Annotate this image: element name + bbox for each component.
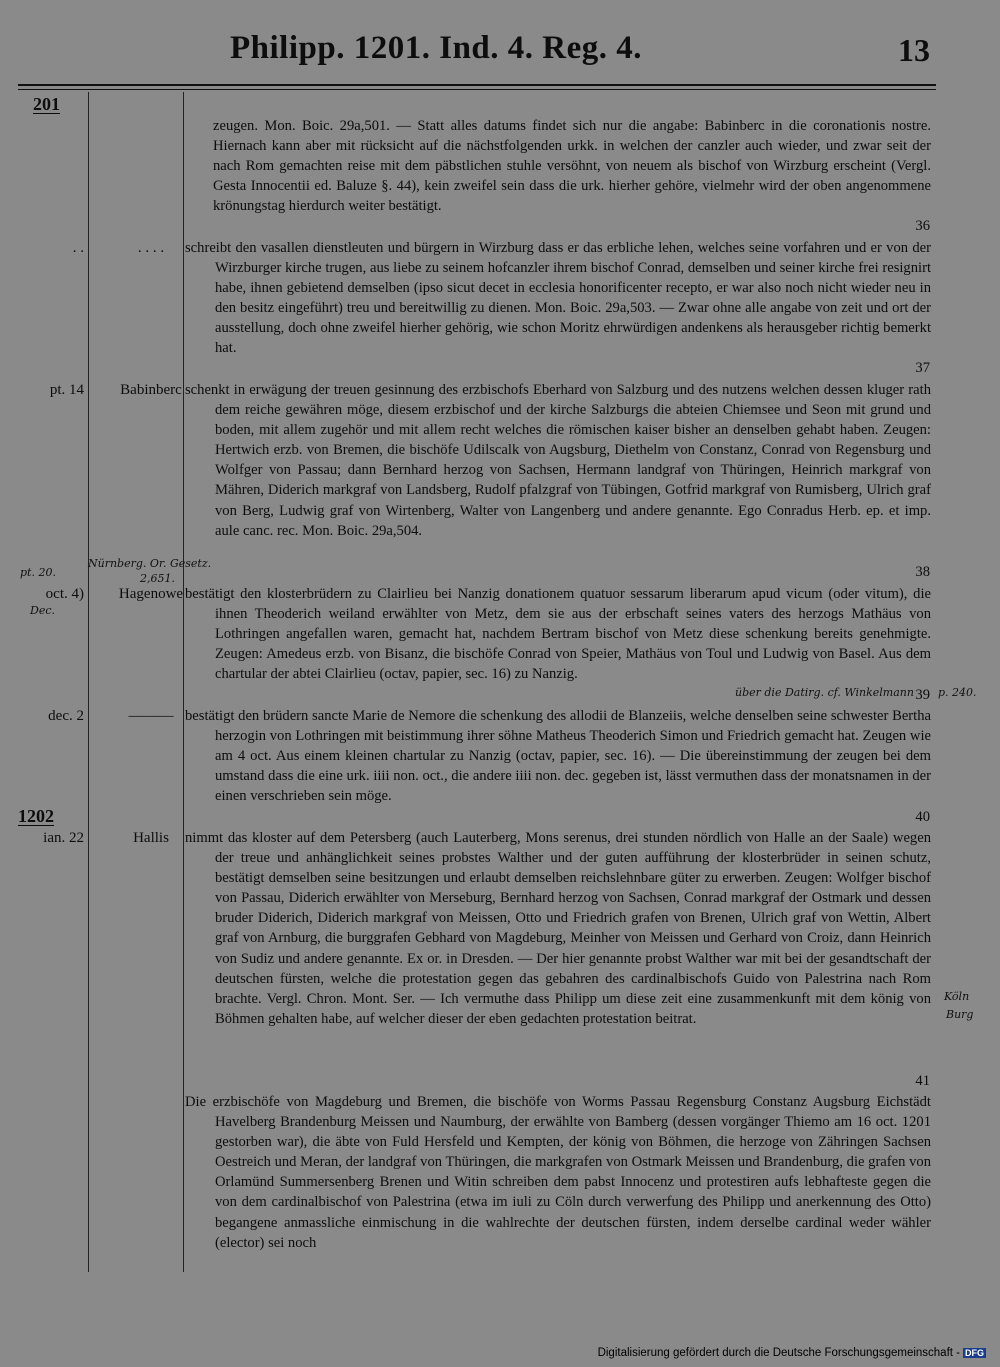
entry-date: oct. 4) — [45, 586, 84, 602]
entry-number: 36 — [915, 218, 930, 234]
digitization-credit — [598, 1347, 986, 1359]
page-number: 13 — [898, 32, 930, 68]
regest-entry — [18, 706, 938, 828]
entry-text: schreibt den vasallen dienstleuten und bürgern in Wirzburg dass er das erbliche lehen, welches seine vorfahren und er von der Wirzburger kirche trugen, aus liebe zu seinem hofcanzler ihrem bischof Conrad, demselben und seiner kirche frei resignirt habe, ihnen gebietend demselben (ipso sicut decet in ecclesia honorificenter recepto, er war also noch nicht wieder neu in den besitz eingeführt) treu und bereitwillig zu dienen. Mon. Boic. 29a,503. — Zwar ohne alle angabe von zeit und ort der ausstellung, doch ohne zweifel hierher gehörig, wie schon Moritz ehrwürdigen andenkens als herausgeber richtig bemerkt hat. — [185, 240, 931, 357]
year-marker-1202: 1202 — [18, 806, 54, 826]
page-header-title: Philipp. 1201. Ind. 4. Reg. 4. — [230, 30, 642, 66]
entry-place: Hagenowe — [118, 586, 184, 602]
dfg-logo-icon: DFG — [965, 1347, 984, 1358]
handwritten-margin-place: Nürnberg. Or. Gesetz. — [88, 557, 212, 570]
entry-text: Die erzbischöfe von Magdeburg und Bremen, die bischöfe von Worms Passau Regensburg Constanz Augsburg Eichstädt Havelberg Brandenburg Meissen und Naumburg, der erwählte von Bamberg (dessen vorgänger Thiemo am 16 oct. 1201 gestorben war), die äbte von Fuld Hersfeld und Kempten, der könig von Böhmen, die herzoge von Zähringen Sachsen Oestreich und Meran, der landgraf von Thüringen, die markgrafen von Ostmark Meissen und Brandenburg, die grafen von Orlamünd Summersenberg Brenen und Witin schreiben dem pabst Innocenz und protestiren aufs lebhafteste gegen die von dem cardinalbischof von Palestrina (etwa im iuli zu Cöln durch verwerfung des Philipp und anerkennung des Otto) begangene anmassliche einmischung in die wahlrechte der deutschen fürsten, indem derselbe cardinal weder wähler (elector) sei noch — [185, 1094, 931, 1251]
handwritten-note-41-b: Burg — [946, 1008, 974, 1021]
regest-entry — [18, 116, 938, 238]
handwritten-note-39-right: p. 240. — [938, 686, 977, 699]
entry-place: ——— — [128, 708, 174, 724]
year-marker-1201: 201 — [33, 94, 60, 114]
entry-date: . . — [72, 240, 84, 256]
entry-text: schenkt in erwägung der treuen gesinnung des erzbischofs Eberhard von Salzburg und des nutzens welchen dessen kluger rath dem reiche gewähren möge, diesem erzbischof und der kirche Salzburgs die abteien Chiemsee und Seon mit grund und boden, mit allem zugehör und mit allem recht welches die römischen kaiser bisher an denselben gehabt haben. Zeugen: Hertwich erzb. von Bremen, die bischöfe Udilscalk von Augsburg, Diethelm von Constanz, Conrad von Regensburg und Wolfger von Passau; dann Bernhard herzog von Sachsen, Hermann landgraf von Thüringen, Heinrich markgraf von Mähren, Diderich markgraf von Landsberg, Rudolf pfalzgraf von Tübingen, Gotfrid markgraf von Rumisberg, Ulrich graf von Berg, Ludwig graf von Wirtenberg, Walter von Langenberg und andere genannte. Ego Conradus Herb. ep. et imp. aule canc. rec. Mon. Boic. 29a,504. — [185, 382, 931, 539]
handwritten-margin-sub: 2,651. — [140, 572, 175, 585]
entry-date: dec. 2 — [48, 708, 84, 724]
header-rule — [18, 84, 936, 86]
handwritten-margin-dec: Dec. — [30, 604, 55, 617]
footer-text: Digitalisierung gefördert durch die Deutsche Forschungsgemeinschaft - — [597, 1347, 960, 1359]
header-rule-thin — [18, 89, 936, 90]
entry-text: bestätigt den klosterbrüdern zu Clairlieu bei Nanzig donationem quatuor sessarum liberarum apud vicum (oder vitum), die ihnen Theoderich weiland erwählter von Metz, dem sie aus der erbschaft seines vaters des herzogs Mathäus von Lothringen angefallen waren, gemacht hat, nachdem Bertram bischof von Metz diese schenkung bereits genehmigte. Zeugen: Amedeus erzb. von Bisanz, die bischöfe Conrad von Speier, Mathäus von Toul und Ludwig von Basel. Aus dem chartular der abtei Clairlieu (octav, papier, sec. 16) zu Nanzig. — [185, 586, 931, 683]
regest-entry — [18, 380, 938, 582]
entry-number: 41 — [915, 1073, 930, 1089]
entry-place: . . . . — [137, 240, 165, 256]
entry-date: ian. 22 — [43, 830, 84, 846]
regest-entry — [18, 828, 938, 1092]
entry-number: 40 — [915, 809, 930, 825]
entry-number: 38 — [915, 564, 930, 580]
entry-number: 37 — [915, 360, 930, 376]
handwritten-note-39: über die Datirg. cf. Winkelmann — [735, 686, 914, 699]
entry-text: nimmt das kloster auf dem Petersberg (auch Lauterberg, Mons serenus, drei stunden nördlich von Halle an der Saale) wegen der treue und anhänglichkeit seines probstes Walther und der guten aufführung der klosterbrüder in seinen schutz, bestätigt demselben seine besitzungen und erlaubt demselben reichslehnbare güter zu erwerben. Zeugen: Wolfger bischof von Passau, Diderich erwählter von Merseburg, Bernhard herzog von Sachsen, Conrad markgraf der Ostmark und dessen bruder Diderich, Diderich markgraf von Meissen, Otto und Friedrich grafen von Brenen, Ulrich graf von Wettin, Albert graf von Arnburg, die burggrafen Gebhard von Magdeburg, Meinher von Meissen und Gerhard von Croiz, dann Heinrich von Sudiz und andere genannte. Ex or. in Dresden. — Der hier genannte probst Walther war mit bei der gesandtschaft der deutschen fürsten, welche die protestation gegen das gebahren des cardinalbischofs Guido von Palestrina nach Rom brachte. Vergl. Chron. Mont. Ser. — Ich vermuthe dass Philipp um diese zeit eine zusammenkunft mit dem könig von Böhmen gehalten habe, auf welcher dieser der eben gedachten protestation beitrat. — [185, 830, 931, 1027]
regest-entry — [18, 1092, 938, 1272]
regest-entry — [18, 238, 938, 380]
entry-place: Hallis — [133, 830, 169, 846]
entry-place: Babinberc — [120, 382, 182, 398]
entry-date: pt. 14 — [49, 382, 84, 398]
handwritten-note-41-a: Köln — [944, 990, 970, 1003]
entry-text: zeugen. Mon. Boic. 29a,501. — Statt alles datums findet sich nur die angabe: Babinberc in die coronationis nostre. Hiernach kann aber mit rücksicht auf die nächstfolgenden urkk. in welchen der canzler auch wieder, und zwar seit der nach Rom gemachten reise mit dem päbstlichen stuhle versöhnt, von neuem als bischof von Wirzburg erscheint (Vergl. Gesta Innocentii ed. Baluze §. 44), kein zweifel sein dass die urk. hierher gehöre, vielmehr wird der oben angenommene krönungstag hierdurch weiter bestätigt. — [213, 118, 931, 215]
handwritten-margin-date: pt. 20. — [20, 566, 56, 579]
entry-number: 39 — [915, 687, 930, 703]
entry-text: bestätigt den brüdern sancte Marie de Nemore die schenkung des allodii de Blanzeiis, welche denselben seine schwester Bertha herzogin von Lothringen mit beistimmung ihrer söhne Matheus Theoderich Simon und Friedrich gemacht hat. Zeugen wie am 4 oct. Aus einem kleinen chartular zu Nanzig (octav, papier, sec. 16). — Die übereinstimmung der zeugen bei dem umstand dass die eine urk. iiii non. oct., die andere iiii non. dec. gegeben ist, lässt vermuthen dass der monatsnamen in der einen verschrieben sein möge. — [185, 708, 931, 805]
